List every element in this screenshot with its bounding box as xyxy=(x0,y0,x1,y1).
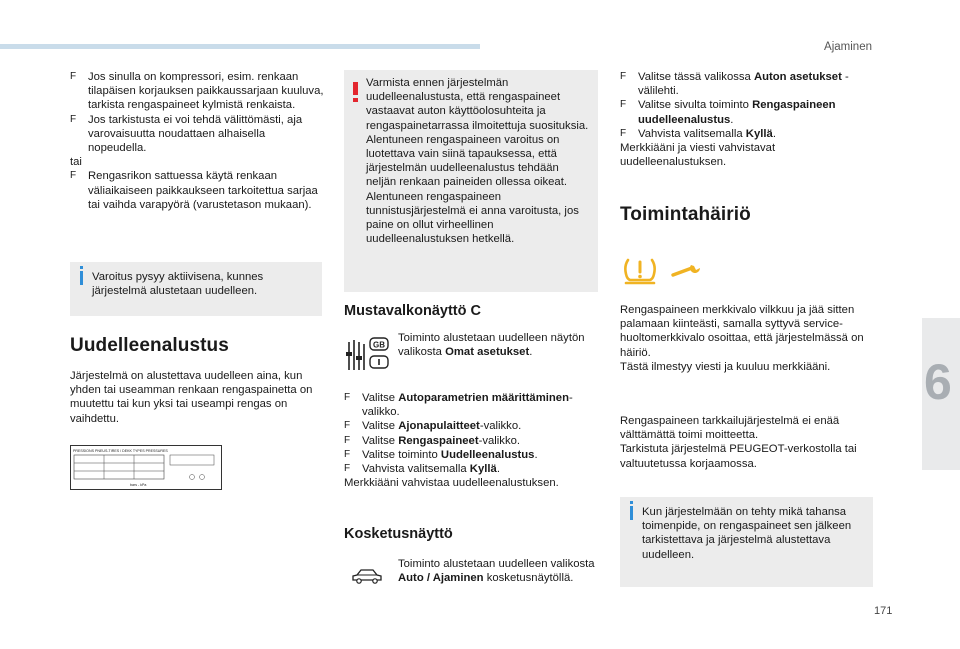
warning-box-before-reset xyxy=(344,70,598,292)
touchscreen-title: Kosketusnäyttö xyxy=(344,526,453,542)
touch-step-1: F Valitse tässä valikossa Auton asetukset -välilehti. xyxy=(620,70,875,98)
mono-step-4: F Valitse toiminto Uudelleenalustus. xyxy=(344,448,598,462)
menu-name-own-settings: Omat asetukset xyxy=(445,346,530,359)
menu-button-icon xyxy=(345,334,393,374)
mono-step-2: F Valitse Ajonapulaitteet-valikko. xyxy=(344,419,598,433)
car-icon xyxy=(350,566,384,586)
reset-text: Järjestelmä on alustettava uudelleen aina, kun yhden tai useamman renkaan rengaspainetta on muutettu tai kun yksi tai useampi rengas on vaihdettu. xyxy=(70,370,313,425)
tire-label-footer: bars - kPa xyxy=(130,483,147,487)
touch-step-2: F Valitse sivulta toiminto Rengaspaineen uudelleenalustus. xyxy=(620,98,875,126)
tire-label-svg xyxy=(70,445,222,490)
mono-step-1: F Valitse Autoparametrien määrittäminen-valikko. xyxy=(344,391,598,419)
mono-intro: Toiminto alustetaan uudelleen näytön valikosta Omat asetukset. xyxy=(398,332,585,359)
info-box-warning-active xyxy=(70,262,322,316)
bullet-drive-slow: F Jos tarkistusta ei voi tehdä välittömästi, aja varovaisuutta noudattaen alhaisella nopeudella. xyxy=(70,113,325,156)
tire-pressure-warning-icon xyxy=(622,256,658,290)
mono-confirm: Merkkiääni vahvistaa uudelleenalustuksen. xyxy=(344,477,559,490)
tire-pressure-label-image xyxy=(70,445,222,490)
reset-title: Uudelleenalustus xyxy=(70,335,229,356)
fault-paragraph-1: Rengaspaineen merkkivalo vilkkuu ja jää sitten palamaan kiinteästi, samalla syttyvä service-huoltomerkkivalo osoittaa, että järjestelmässä on häiriö. Tästä ilmestyy viesti ja kuuluu merkkiääni. xyxy=(620,304,864,373)
mono-step-5: F Vahvista valitsemalla Kyllä. xyxy=(344,462,598,476)
touch-step-3: F Vahvista valitsemalla Kyllä. xyxy=(620,127,875,141)
bullet-puncture: F Rengasrikon sattuessa käytä renkaan väliaikaiseen paikkaukseen tarkoitettua sarjaa tai vaihda varapyörä (varustetason mukaan). xyxy=(70,169,325,212)
gb-badge: GB xyxy=(373,340,385,350)
wrench-icon xyxy=(670,262,702,282)
info-box-after-intervention xyxy=(620,497,873,587)
chapter-number: 6 xyxy=(924,354,952,410)
page-number: 171 xyxy=(874,605,893,617)
touch-intro: Toiminto alustetaan uudelleen valikosta Auto / Ajaminen kosketusnäytöllä. xyxy=(398,558,595,585)
menu-name-car-driving: Auto / Ajaminen xyxy=(398,572,484,585)
top-accent-bar xyxy=(0,44,480,49)
info-box-text: Varoitus pysyy aktiivisena, kunnes järjestelmä alustetaan uudelleen. xyxy=(92,271,264,298)
warning-box-text: Varmista ennen järjestelmän uudelleenalustusta, että rengaspaineet vastaavat auton käyttöolosuhteita ja rengaspainetarrassa ilmoitettuja suosituksia. Alentuneen rengaspaineen varoitus on luotettava vain siinä tapauksessa, että järjestelmän uudelleenalustus tehdään neljän renkaan paineiden ollessa oikeat. Alentuneen rengaspaineen tunnistusjärjestelmä ei anna varoitusta, jos paine on ollut virheellinen uudelleenalustuksen hetkellä. xyxy=(366,77,589,246)
mono-step-3: F Valitse Rengaspaineet-valikko. xyxy=(344,434,598,448)
touch-steps xyxy=(620,70,875,169)
info-box-text: Kun järjestelmään on tehty mikä tahansa toimenpide, on rengaspaineet sen jälkeen tarkistettava ja järjestelmä alustettava uudelleen. xyxy=(642,506,852,561)
info-icon xyxy=(630,506,633,520)
mono-display-title: Mustavalkonäyttö C xyxy=(344,303,481,319)
or-text: tai xyxy=(70,156,82,169)
tire-label-header: PRESSIONS PNEUS-TIRES / DEKK TYPES PRESSURES xyxy=(73,449,168,453)
mono-steps xyxy=(344,391,598,490)
touch-confirm: Merkkiääni ja viesti vahvistavat uudelleenalustuksen. xyxy=(620,142,776,169)
column-1 xyxy=(70,70,325,212)
info-icon xyxy=(80,271,83,285)
warning-icon xyxy=(353,82,358,95)
fault-paragraph-2: Rengaspaineen tarkkailujärjestelmä ei enää välttämättä toimi moitteetta. Tarkistuta järjestelmä PEUGEOT-verkostolla tai valtuutetussa korjaamossa. xyxy=(620,415,857,470)
section-header: Ajaminen xyxy=(824,41,872,53)
bullet-compressor: F Jos sinulla on kompressori, esim. renkaan tilapäisen korjauksen paikkaussarjaan kuuluva, tarkista rengaspaineet kylmistä renkaista. xyxy=(70,70,325,113)
fault-title: Toimintahäiriö xyxy=(620,204,751,225)
